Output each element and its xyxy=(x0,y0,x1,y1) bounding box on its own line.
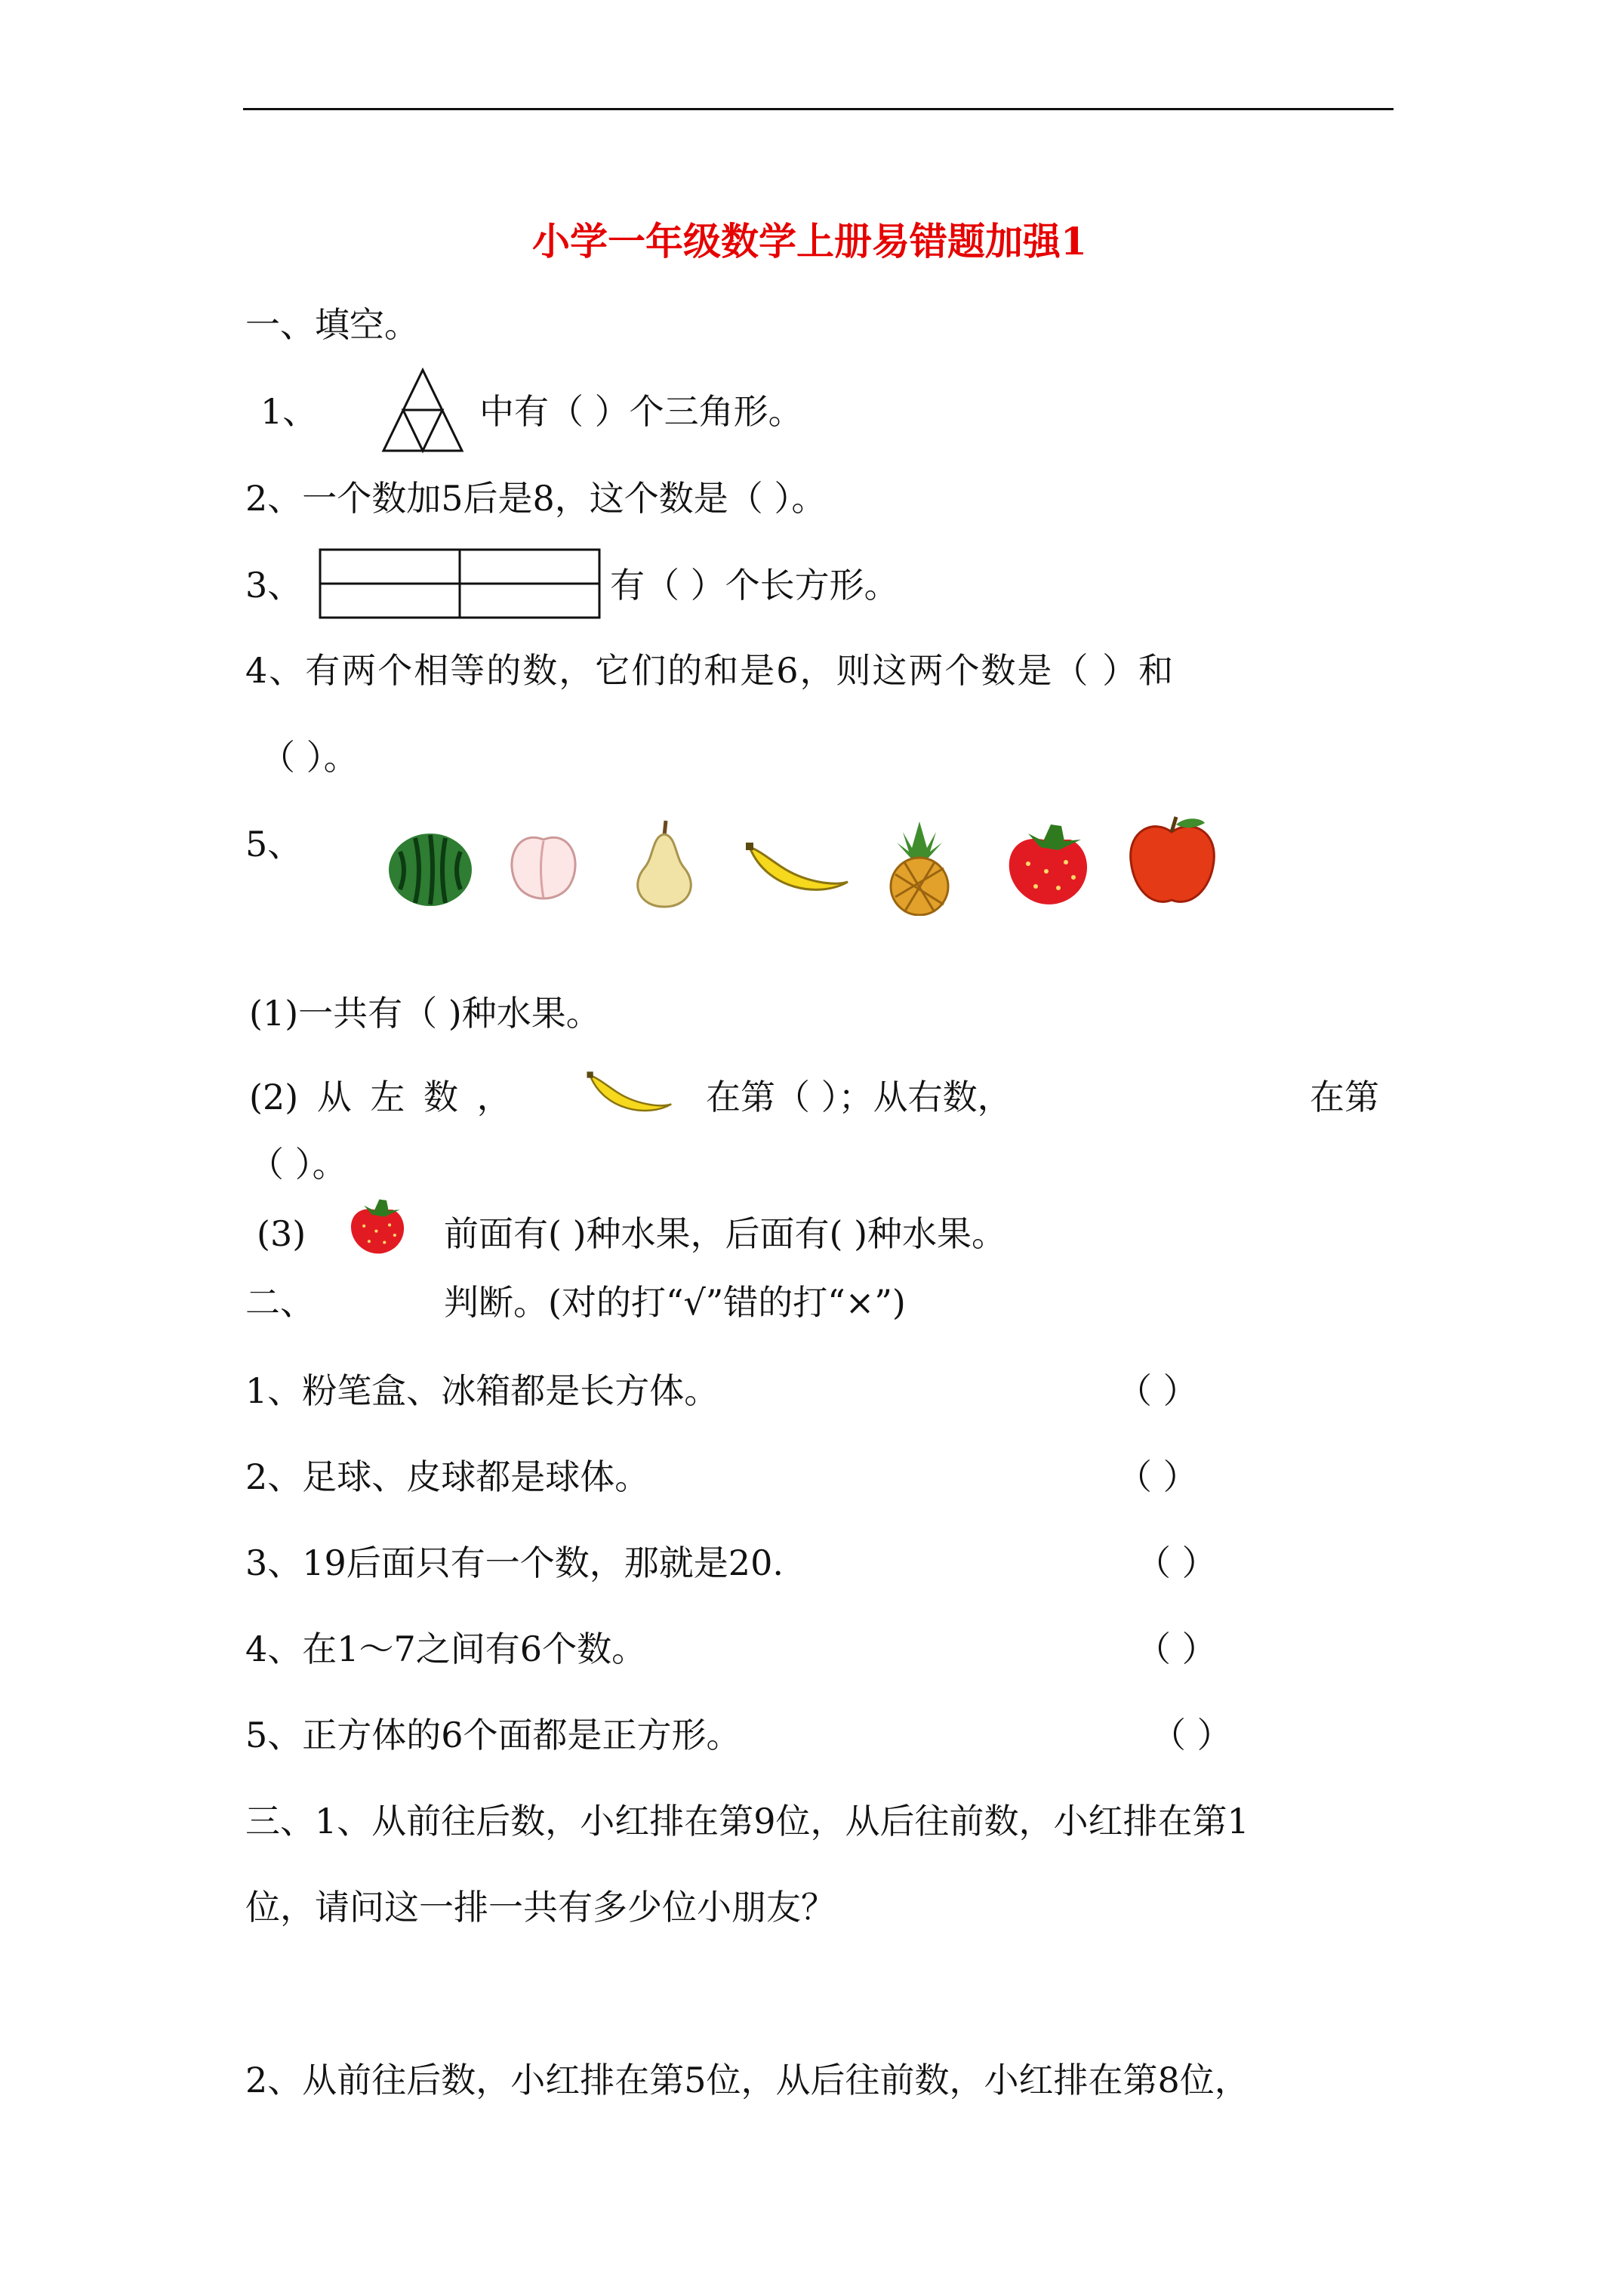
judge-paren-3: （ ） xyxy=(1136,1542,1217,1583)
strawberry-icon xyxy=(343,1191,415,1263)
q1-text: 中有（ ）个三角形。 xyxy=(479,391,803,432)
section2-heading-a: 二、 xyxy=(245,1282,315,1323)
q3-number: 3、 xyxy=(245,565,303,606)
judge-item-1: 1、粉笔盒、冰箱都是长方体。 xyxy=(245,1370,719,1411)
judge-item-5: 5、正方体的6个面都是正方形。 xyxy=(245,1715,741,1755)
section2-heading-b: 判断。(对的打“√”错的打“×”) xyxy=(444,1282,906,1323)
strawberry-icon xyxy=(998,818,1104,913)
rectangle-figure xyxy=(319,548,602,621)
section3-q2-line1: 2、从前往后数，小红排在第5位，从后往前数，小红排在第8位， xyxy=(245,2060,1249,2100)
section1-heading: 一、填空。 xyxy=(245,304,419,345)
q5-sub3-b: 前面有( )种水果，后面有( )种水果。 xyxy=(444,1213,1007,1254)
q5-sub2-line2: （ ）。 xyxy=(249,1144,347,1185)
judge-item-4: 4、在1～7之间有6个数。 xyxy=(245,1629,647,1669)
header-rule xyxy=(243,108,1394,110)
banana-icon xyxy=(744,837,853,905)
apple-icon xyxy=(1123,815,1221,910)
judge-item-2: 2、足球、皮球都是球体。 xyxy=(245,1456,650,1497)
q5-sub2-c: 在第 xyxy=(1310,1077,1379,1117)
q3-text: 有（ ）个长方形。 xyxy=(610,565,899,606)
judge-paren-2: （ ） xyxy=(1117,1456,1198,1497)
page-title: 小学一年级数学上册易错题加强1 xyxy=(532,219,1087,264)
pineapple-icon xyxy=(882,821,957,916)
banana-icon xyxy=(585,1065,676,1125)
judge-paren-5: （ ） xyxy=(1151,1715,1232,1755)
watermelon-icon xyxy=(385,829,476,911)
triangle-figure xyxy=(377,366,468,457)
judge-paren-1: （ ） xyxy=(1117,1370,1198,1411)
judge-item-3: 3、19后面只有一个数，那就是20. xyxy=(245,1542,784,1583)
peach-icon xyxy=(502,831,585,906)
q5-sub1: (1)一共有（ )种水果。 xyxy=(249,993,601,1034)
q2-text: 2、一个数加5后是8，这个数是（ ）。 xyxy=(245,478,827,519)
q5-number: 5、 xyxy=(245,824,303,864)
q4-line1: 4、有两个相等的数，它们的和是6，则这两个数是（ ）和 xyxy=(245,650,1175,691)
section3-q1-line1: 三、1、从前往后数，小红排在第9位，从后往前数，小红排在第1 xyxy=(245,1801,1249,1841)
q5-sub3-a: (3) xyxy=(257,1213,306,1254)
q5-sub2-b: 在第（ ）；从右数， xyxy=(706,1077,1012,1117)
q5-sub2-a: (2) 从 左 数 ， xyxy=(249,1077,512,1117)
judge-paren-4: （ ） xyxy=(1136,1629,1217,1669)
section3-q1-line2: 位，请问这一排一共有多少位小朋友？ xyxy=(245,1887,836,1928)
q4-line2: （ ）。 xyxy=(260,737,359,778)
pear-icon xyxy=(627,819,702,910)
q1-number: 1、 xyxy=(260,391,318,432)
